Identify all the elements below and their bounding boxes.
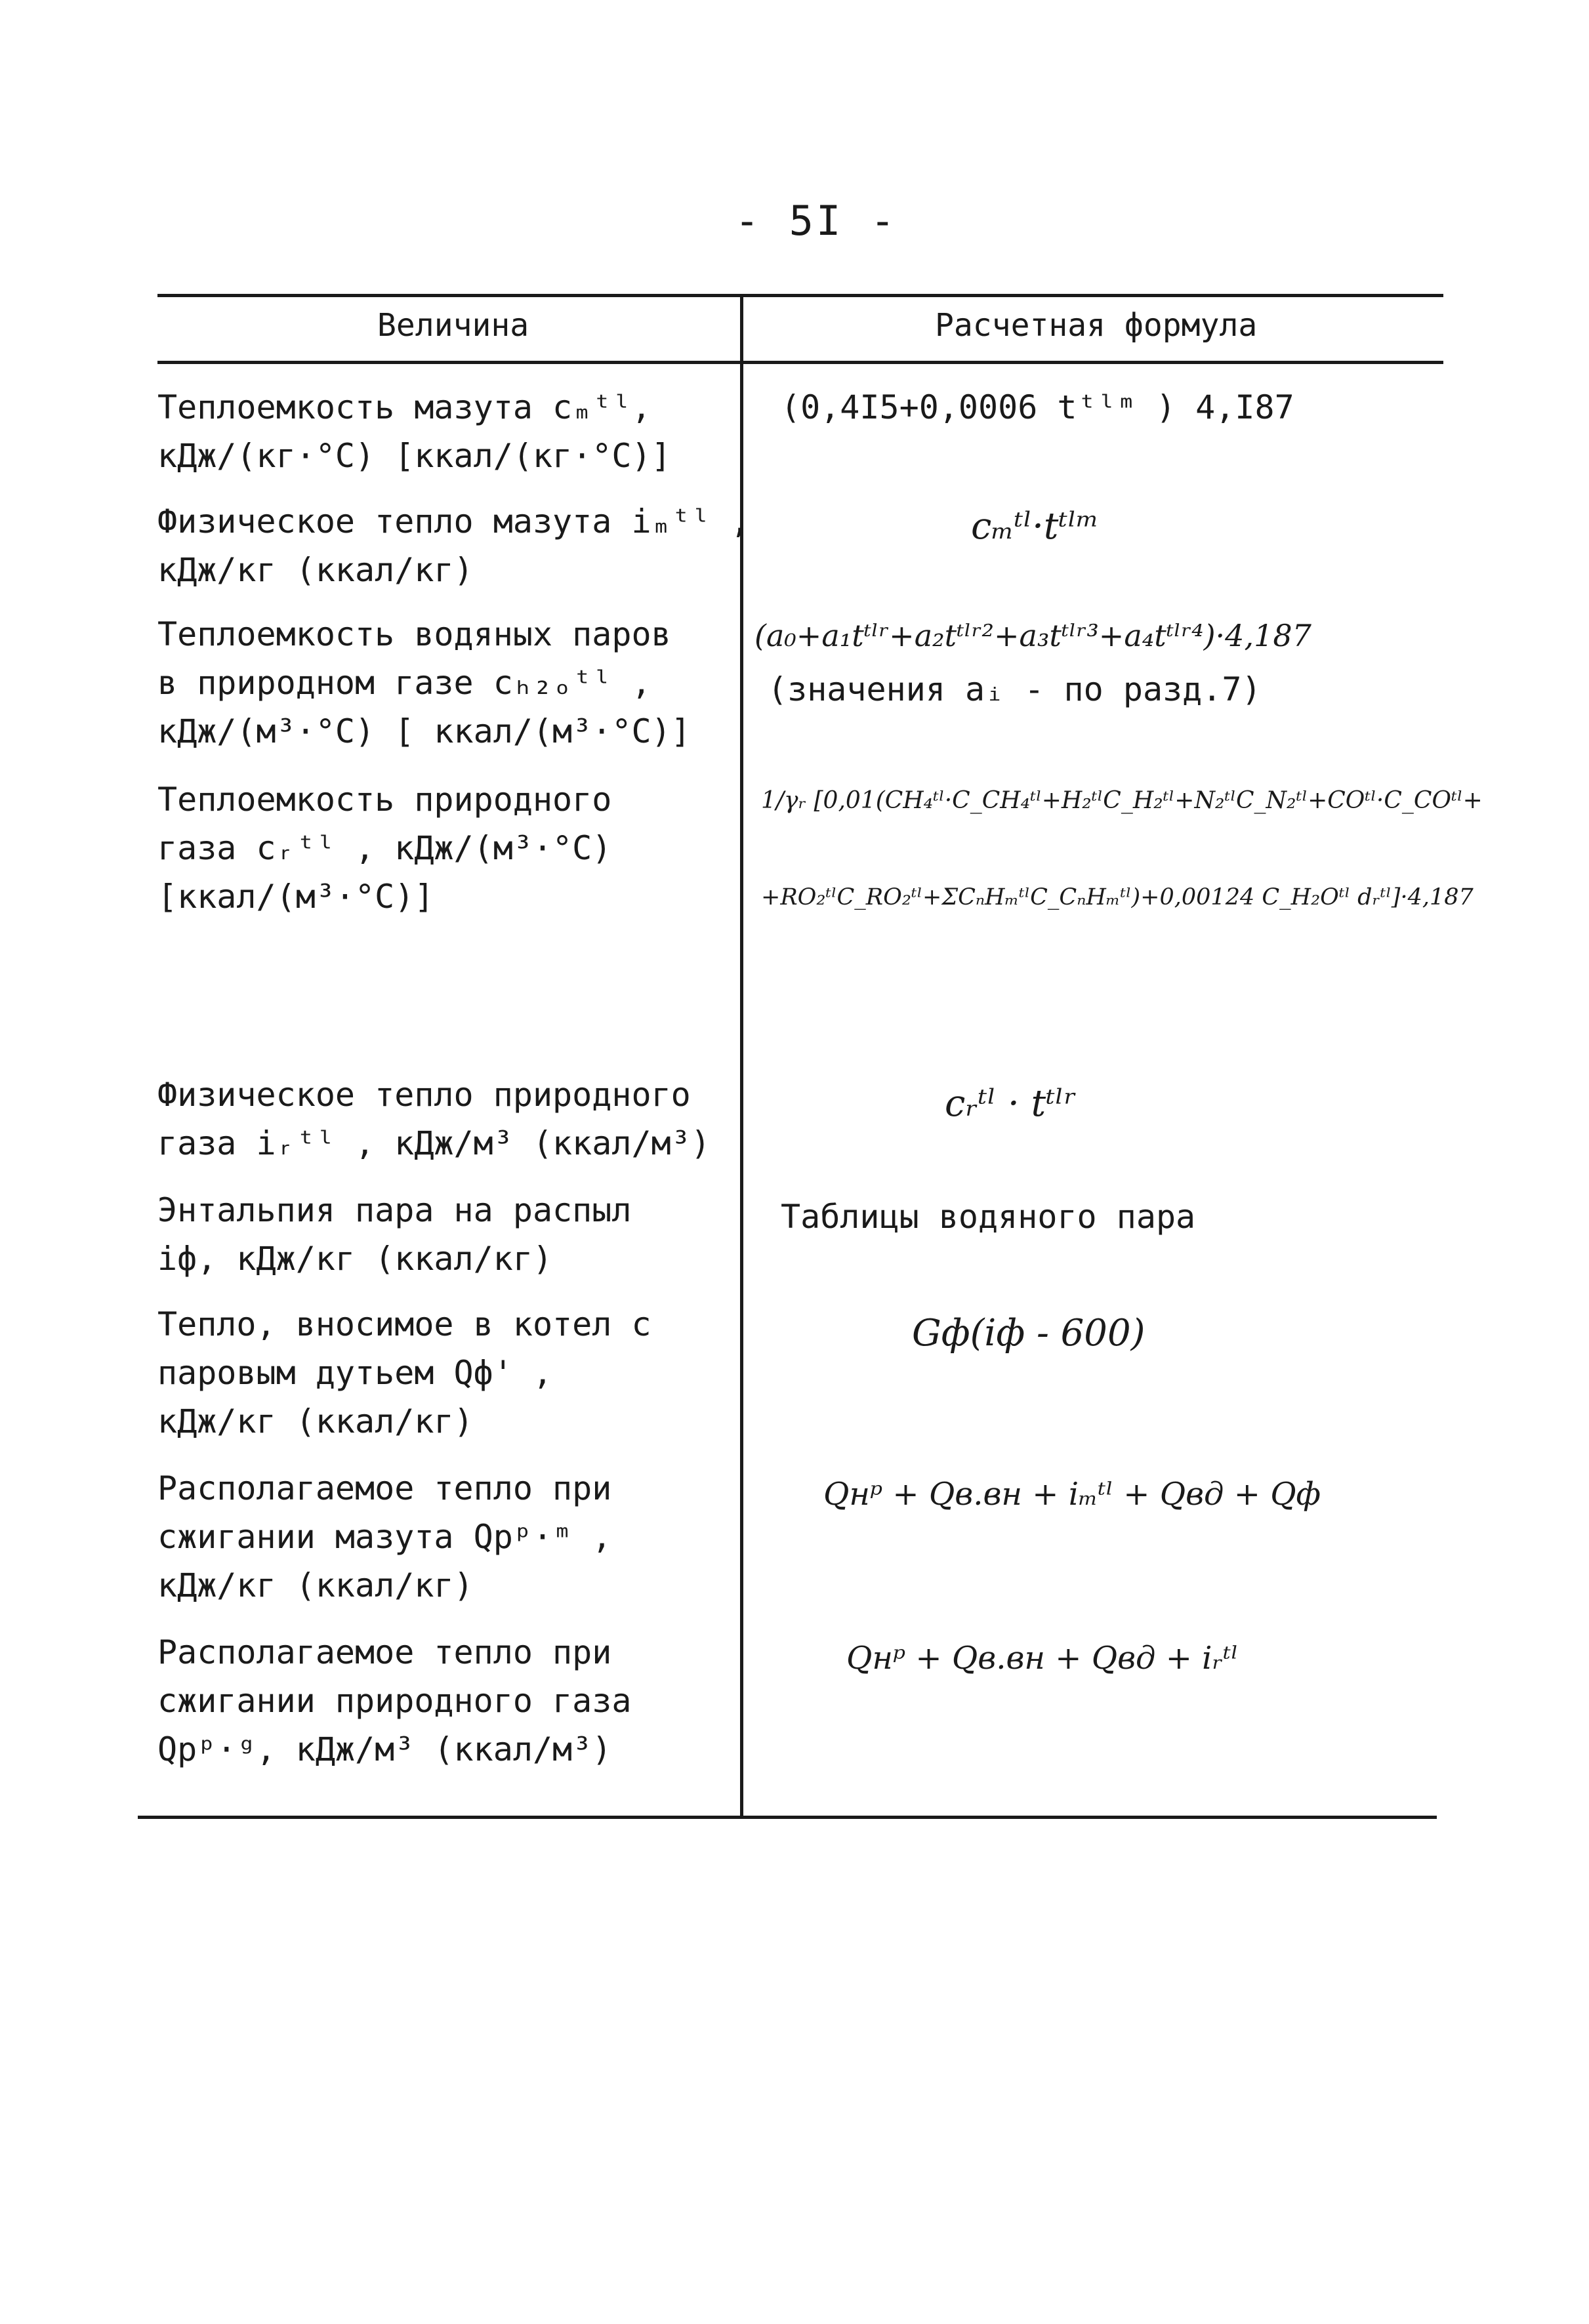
quantity-line: паровым дутьем Qф' , [157,1354,553,1392]
quantity-line: сжигании мазута Qрᵖ·ᵐ , [157,1518,612,1556]
quantity-line: кДж/кг (ккал/кг) [157,551,474,589]
row-steam-blast-heat [157,1300,651,1446]
quantity-line: кДж/кг (ккал/кг) [157,1566,474,1604]
quantity-line: Энтальпия пара на распыл [157,1191,632,1229]
row-natural-gas-physical-heat [157,1070,711,1168]
quantity-line: Qрᵖ·ᵍ, кДж/м³ (ккал/м³) [157,1730,612,1768]
formula-fuel-oil-physical-heat: cₘᵗˡ·tᵗˡᵐ [971,505,1100,548]
quantity-line: газа iᵣᵗˡ , кДж/м³ (ккал/м³) [157,1124,711,1162]
header-quantity: Величина [377,307,529,344]
row-available-heat-natural-gas [157,1628,631,1774]
row-natural-gas-heat-capacity [157,775,611,921]
quantity-line: Тепло, вносимое в котел с [157,1305,651,1343]
quantity-line: [ккал/(м³·°C)] [157,878,434,916]
table-bottom-rule [138,1816,1437,1819]
quantity-line: газа cᵣᵗˡ , кДж/(м³·°C) [157,829,612,867]
header-formula: Расчетная формула [935,307,1258,344]
formula-water-vapour-heat-capacity: (a₀+a₁tᵗˡʳ+a₂tᵗˡʳ²+a₃tᵗˡʳ³+a₄tᵗˡʳ⁴)·4,187 [754,618,1311,653]
row-water-vapour-heat-capacity [157,610,691,756]
quantity-line: Теплоемкость природного [157,781,612,819]
page-number: - 5I - [735,197,898,245]
row-fuel-oil-physical-heat [157,497,750,594]
row-fuel-oil-heat-capacity [157,383,671,480]
formula-natural-gas-heat-capacity-line1: 1/γᵣ [0,01(CH₄ᵗˡ·C_CH₄ᵗˡ+H₂ᵗˡC_H₂ᵗˡ+N₂ᵗˡC_N₂ᵗˡ+COᵗˡ·C_COᵗˡ+ [761,787,1483,814]
quantity-line: Располагаемое тепло при [157,1469,612,1507]
quantity-line: Располагаемое тепло при [157,1633,612,1671]
row-steam-enthalpy [157,1186,631,1283]
quantity-line: кДж/(кг·°C) [ккал/(кг·°C)] [157,437,671,475]
quantity-line: сжигании природного газа [157,1682,632,1720]
row-available-heat-fuel-oil [157,1464,611,1610]
header-bottom-rule [157,361,1443,364]
formula-natural-gas-physical-heat: cᵣᵗˡ · tᵗˡʳ [945,1082,1077,1125]
formula-available-heat-fuel-oil: Qнᵖ + Qв.вн + iₘᵗˡ + Qвд + Qф [823,1476,1321,1513]
quantity-line: кДж/(м³·°C) [ ккал/(м³·°C)] [157,712,691,750]
quantity-line: в природном газе cₕ₂ₒᵗˡ , [157,664,651,702]
table-top-rule [157,294,1443,297]
formula-fuel-oil-heat-capacity: (0,4I5+0,0006 tᵗˡᵐ ) 4,I87 [781,388,1294,426]
formula-steam-blast-heat: Gф(iф - 600) [912,1312,1145,1355]
quantity-line: iф, кДж/кг (ккал/кг) [157,1240,553,1278]
quantity-line: Теплоемкость мазута cₘᵗˡ, [157,388,651,426]
formula-available-heat-natural-gas: Qнᵖ + Qв.вн + Qвд + iᵣᵗˡ [846,1640,1239,1677]
quantity-line: Физическое тепло природного [157,1076,691,1114]
formula-steam-enthalpy: Таблицы водяного пара [781,1198,1196,1236]
formula-natural-gas-heat-capacity-line2: +RO₂ᵗˡC_RO₂ᵗˡ+ΣCₙHₘᵗˡC_CₙHₘᵗˡ)+0,00124 C_H₂Oᵗˡ dᵣᵗˡ]·4,187 [761,884,1474,910]
quantity-line: Теплоемкость водяных паров [157,615,671,653]
quantity-line: Физическое тепло мазута iₘᵗˡ , [157,502,751,540]
formula-note: (значения aᵢ - по разд.7) [768,670,1262,708]
quantity-line: кДж/кг (ккал/кг) [157,1402,474,1440]
